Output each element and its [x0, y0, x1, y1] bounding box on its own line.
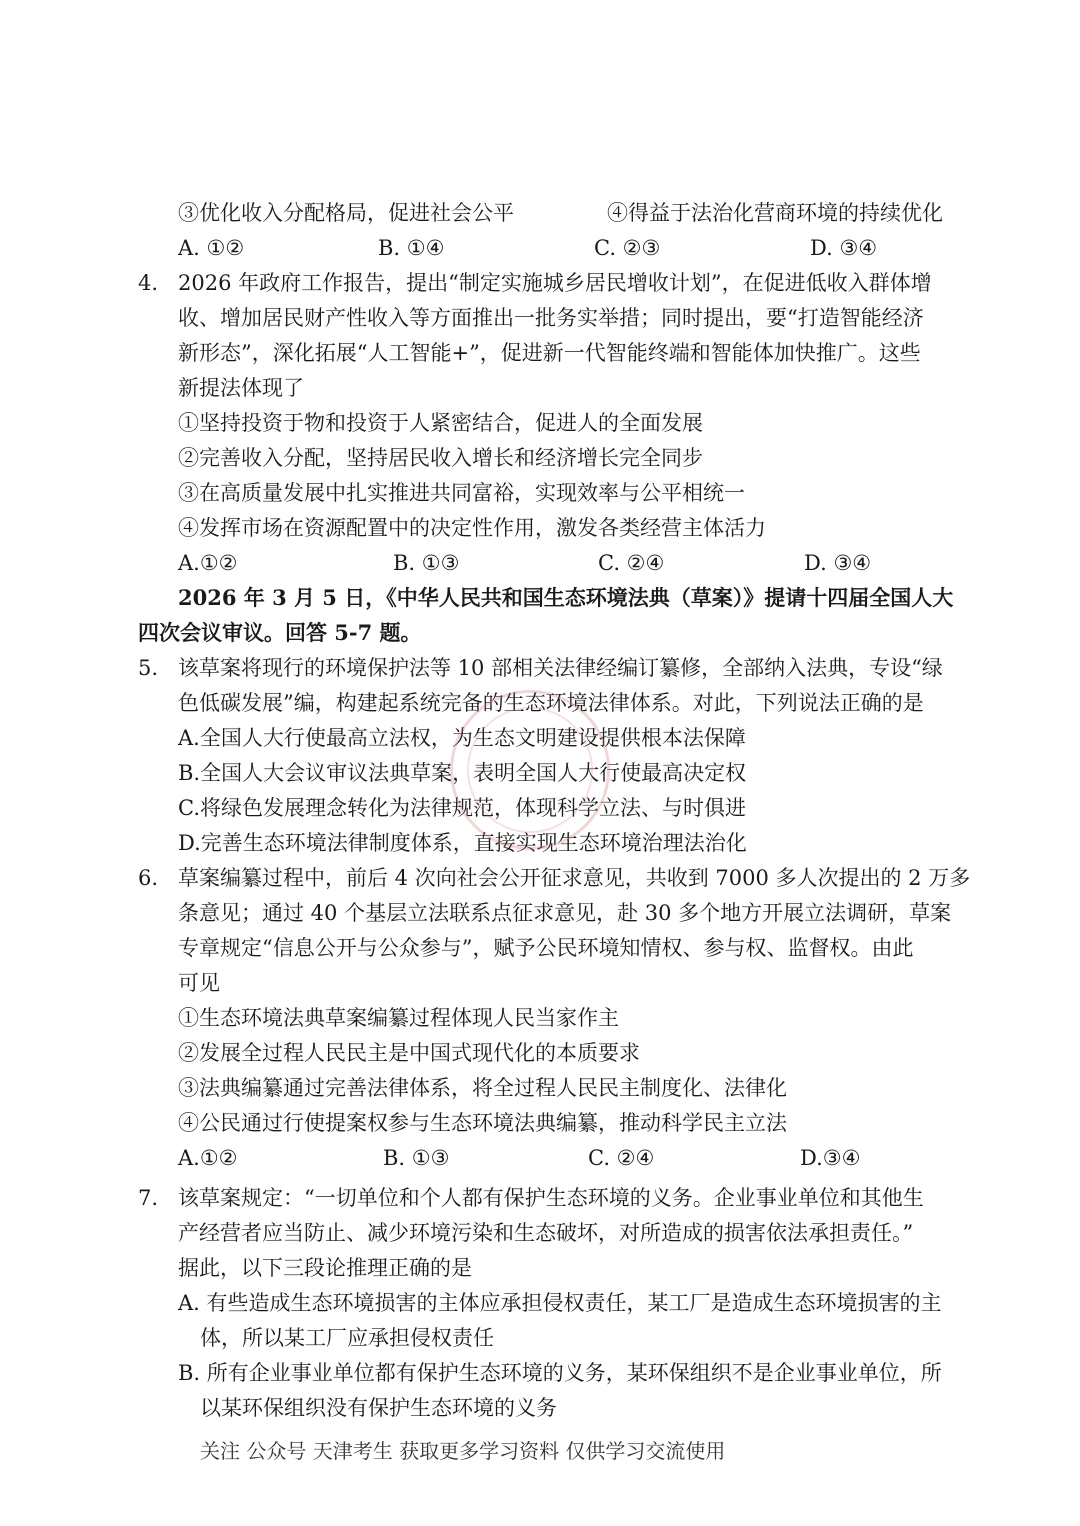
- intro-line: 2026 年 3 月 5 日，《中华人民共和国生态环境法典（草案）》提请十四届全国人大: [178, 585, 954, 610]
- q7-choice-b-cont: 以某环保组织没有保护生态环境的义务: [200, 1396, 557, 1420]
- q5-choice-c: C.将绿色发展理念转化为法律规范，体现科学立法、与时俱进: [178, 796, 746, 820]
- q4-stem-line: 新形态”，深化拓展“人工智能+”，促进新一代智能终端和智能体加快推广。这些: [178, 341, 921, 365]
- q7-choice-b: B. 所有企业事业单位都有保护生态环境的义务，某环保组织不是企业事业单位，所: [178, 1361, 942, 1385]
- q5-stem-line: 色低碳发展”编，构建起系统完备的生态环境法律体系。对此，下列说法正确的是: [178, 691, 924, 715]
- q4-stem-line: 收、增加居民财产性收入等方面推出一批务实举措；同时提出，要“打造智能经济: [178, 306, 924, 330]
- q4-item-1: ①坚持投资于物和投资于人紧密结合，促进人的全面发展: [178, 411, 703, 435]
- q3-choice-a: A. ①②: [178, 236, 245, 260]
- q4-item-4: ④发挥市场在资源配置中的决定性作用，激发各类经营主体活力: [178, 516, 766, 540]
- q3-option-3: ③优化收入分配格局，促进社会公平: [178, 201, 514, 225]
- q7-number: 7.: [138, 1186, 159, 1210]
- q4-stem-line: 2026 年政府工作报告，提出“制定实施城乡居民增收计划”，在促进低收入群体增: [178, 271, 932, 295]
- q6-number: 6.: [138, 866, 159, 890]
- q6-choice-c: C. ②④: [588, 1146, 655, 1170]
- q6-stem-line: 草案编纂过程中，前后 4 次向社会公开征求意见，共收到 7000 多人次提出的 2 万多: [178, 866, 971, 890]
- q4-choice-c: C. ②④: [598, 551, 665, 575]
- q6-item-3: ③法典编纂通过完善法律体系，将全过程人民民主制度化、法律化: [178, 1076, 787, 1100]
- q5-choice-b: B.全国人大会议审议法典草案，表明全国人大行使最高决定权: [178, 761, 747, 785]
- seal-stamp: [450, 690, 610, 850]
- q6-item-4: ④公民通过行使提案权参与生态环境法典编纂，推动科学民主立法: [178, 1111, 787, 1135]
- q7-stem-line: 据此，以下三段论推理正确的是: [178, 1256, 472, 1280]
- q6-stem-line: 可见: [178, 971, 220, 995]
- q4-choice-b: B. ①③: [393, 551, 460, 575]
- q4-choice-a: A.①②: [178, 551, 238, 575]
- q6-stem-line: 条意见；通过 40 个基层立法联系点征求意见，赴 30 多个地方开展立法调研，草案: [178, 901, 952, 925]
- q4-item-3: ③在高质量发展中扎实推进共同富裕，实现效率与公平相统一: [178, 481, 745, 505]
- q5-stem-line: 该草案将现行的环境保护法等 10 部相关法律经编订纂修，全部纳入法典，专设“绿: [178, 656, 943, 680]
- q4-stem-line: 新提法体现了: [178, 376, 304, 400]
- q6-choices: [0, 1143, 1080, 1173]
- q4-choice-d: D. ③④: [804, 551, 872, 575]
- q6-item-1: ①生态环境法典草案编纂过程体现人民当家作主: [178, 1006, 619, 1030]
- q7-choice-a-cont: 体，所以某工厂应承担侵权责任: [200, 1326, 494, 1350]
- q7-stem-line: 该草案规定：“一切单位和个人都有保护生态环境的义务。企业事业单位和其他生: [178, 1186, 924, 1210]
- q5-choice-a: A.全国人大行使最高立法权，为生态文明建设提供根本法保障: [178, 726, 746, 750]
- q6-item-2: ②发展全过程人民民主是中国式现代化的本质要求: [178, 1041, 640, 1065]
- q3-choice-c: C. ②③: [594, 236, 661, 260]
- q3-option-4: ④得益于法治化营商环境的持续优化: [607, 201, 943, 225]
- q6-choice-a: A.①②: [178, 1146, 238, 1170]
- q4-item-2: ②完善收入分配，坚持居民收入增长和经济增长完全同步: [178, 446, 703, 470]
- seal-stamp-inner: [467, 707, 593, 833]
- q7-stem-line: 产经营者应当防止、减少环境污染和生态破坏，对所造成的损害依法承担责任。”: [178, 1221, 914, 1245]
- q6-stem-line: 专章规定“信息公开与公众参与”，赋予公民环境知情权、参与权、监督权。由此: [178, 936, 914, 960]
- q4-number: 4.: [138, 271, 159, 295]
- q3-choice-b: B. ①④: [378, 236, 445, 260]
- q7-choice-a: A. 有些造成生态环境损害的主体应承担侵权责任，某工厂是造成生态环境损害的主: [178, 1291, 942, 1315]
- q5-choice-d: D.完善生态环境法律制度体系，直接实现生态环境治理法治化: [178, 831, 747, 855]
- q3-choice-d: D. ③④: [810, 236, 878, 260]
- footer-watermark: 关注 公众号 天津考生 获取更多学习资料 仅供学习交流使用: [200, 1439, 726, 1463]
- q4-choices: [0, 548, 1080, 578]
- q6-choice-d: D.③④: [800, 1146, 861, 1170]
- intro-line: 四次会议审议。回答 5-7 题。: [138, 620, 422, 645]
- q3-choices: [0, 233, 1080, 263]
- q6-choice-b: B. ①③: [383, 1146, 450, 1170]
- q5-number: 5.: [138, 656, 159, 680]
